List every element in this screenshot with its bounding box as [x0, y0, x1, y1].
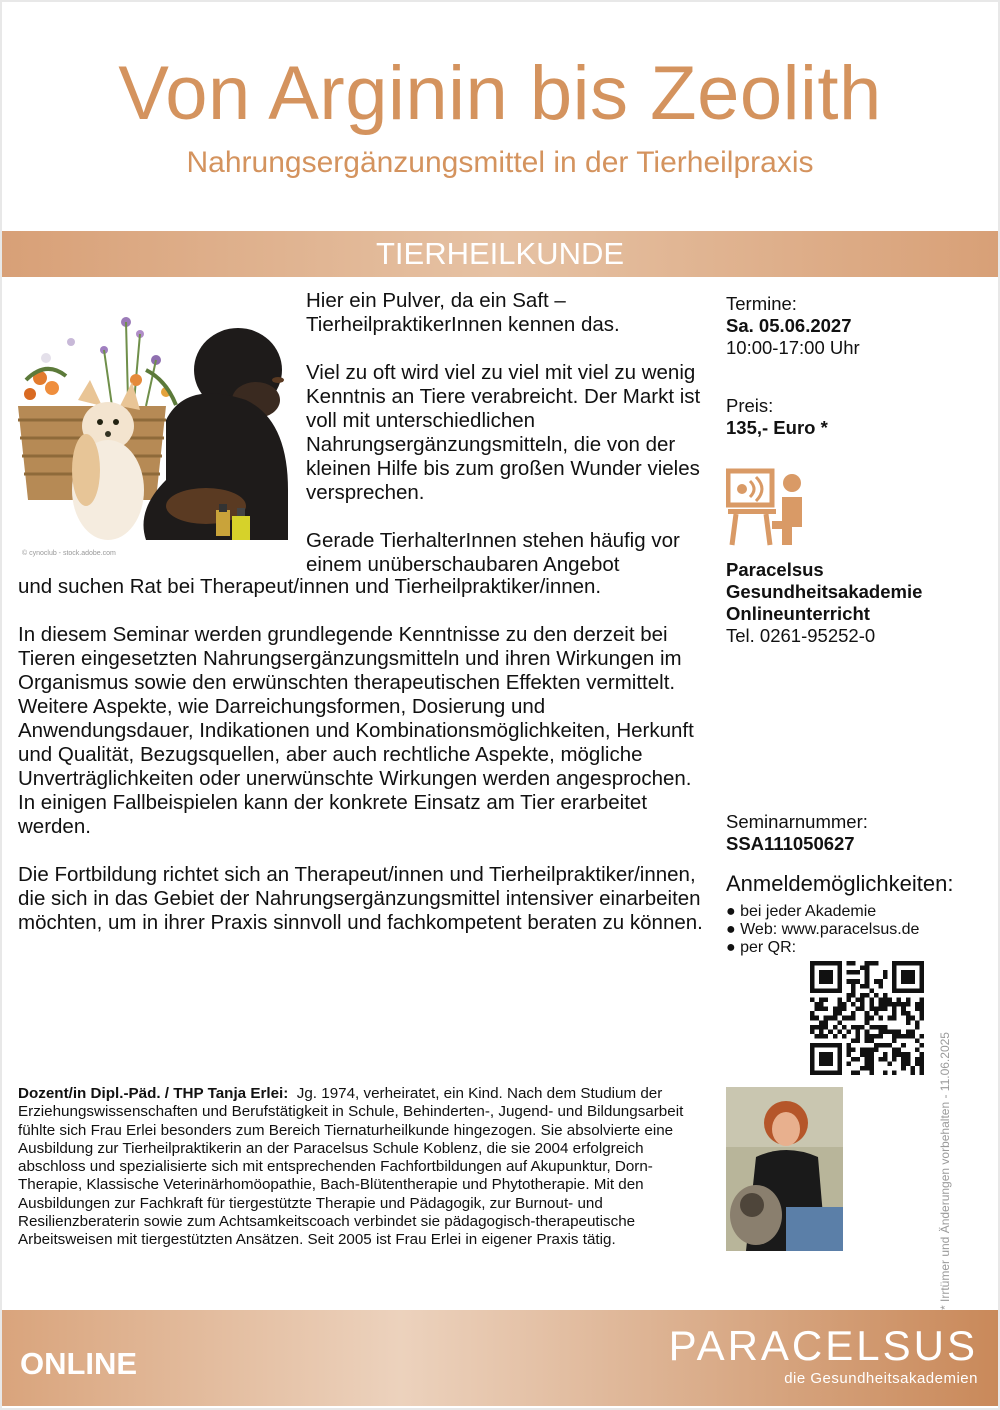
seminar-description: In diesem Seminar werden grundlegende Kenntnisse zu den derzeit bei Tieren eingesetzten Nahrungsergänzungsmitteln und ihren Wirkungen im Organismus sowie den erwünschten therapeutischen Effekten vermittelt. Weitere Aspekte, wie Darreichungsformen, Dosierung und Anwendungsdauer, Indikationen und Kombinationsmöglichkeiten, Herkunft und Qualität, Bezugsquellen, aber auch rechtliche Aspekte, mögliche Unverträglichkeiten oder unerwünschte Wirkungen werden angesprochen. In einigen Fallbeispielen kann der konkrete Einsatz am Tier erarbeitet werden.: [18, 623, 694, 838]
register-option-web[interactable]: ● Web: www.paracelsus.de: [726, 921, 986, 939]
preis-label: Preis:: [726, 395, 774, 416]
photo-credit: © cynoclub - stock.adobe.com: [22, 550, 116, 557]
teacher-bio-text: Jg. 1974, verheiratet, ein Kind. Nach dem Studium der Erziehungswissenschaften und Berufstätigkeit in Schule, Behinderten-, Jugend- und Bildungsarbeit fühlte sich Frau Erlei besonders zum Bereich Tiernaturheilkunde hingezogen. Sie absolvierte eine Ausbildung zur Tierheilpraktikerin an der Paracelsus Schule Koblenz, die sie 2004 erfolgreich abschloss und spezialisierte sich mit entsprechenden Fachfortbildungen auf Akupunktur, Dorn-Therapie, Klassische Veterinärhomöopathie, Bach-Blütentherapie und Phytotherapie. Mit den Ausbildungen zur Fachkraft für tiergestützte Therapie und Pädagogik, zur Burnout- und Resilienzberaterin sowie zum Achtsamkeitscoach verbindet sie pädagogisch-therapeutische Arbeitsweisen mit tiergestützten Ansätzen. Seit 2005 ist Frau Erlei in eigener Praxis tätig.: [18, 1085, 684, 1249]
intro-text: [306, 289, 706, 577]
dogs-illustration: [16, 310, 290, 560]
brand-tagline: die Gesundheitsakademien: [784, 1370, 978, 1387]
academy-phone: Tel. 0261-95252-0: [726, 625, 876, 646]
seminar-price: 135,- Euro *: [726, 417, 828, 438]
register-options: [726, 903, 986, 957]
dogs-photo: [16, 310, 290, 560]
category-band: TIERHEILKUNDE: [2, 231, 998, 277]
intro-paragraph-2: Viel zu oft wird viel zu viel mit viel zu wenig Kenntnis an Tiere verabreicht. Der Markt ist voll mit unterschiedlichen Nahrungsergänzungsmitteln, die von der kleinen Hilfe bis zum großen Wunder vieles versprechen.: [306, 361, 701, 504]
academy-block: [726, 559, 986, 647]
online-teaching-icon: [726, 467, 808, 549]
academy-name-line2: Gesundheitsakademie: [726, 581, 923, 602]
seminar-date: Sa. 05.06.2027: [726, 315, 852, 336]
footer-band: [2, 1310, 998, 1406]
intro-text-continued: [18, 575, 708, 959]
registration-qr-code[interactable]: [810, 961, 924, 1075]
intro-paragraph-3-end: und suchen Rat bei Therapeut/innen und Tierheilpraktiker/innen.: [18, 575, 602, 598]
target-audience: Die Fortbildung richtet sich an Therapeut/innen und Tierheilpraktiker/innen, die sich in das Gebiet der Nahrungsergänzungsmittel intensiver einarbeiten möchten, um in ihrer Praxis sinnvoll und fachkompetent beraten zu können.: [18, 863, 703, 934]
seminar-number-label: Seminarnummer:: [726, 811, 868, 832]
teacher-bio: [18, 1085, 708, 1250]
academy-name-line1: Paracelsus: [726, 559, 824, 580]
intro-paragraph-3-start: Gerade TierhalterInnen stehen häufig vor einem unüberschaubaren Angebot: [306, 529, 680, 576]
brand-logo: PARACELSUS: [668, 1322, 978, 1369]
teacher-label: Dozent/in Dipl.-Päd. / THP Tanja Erlei:: [18, 1085, 289, 1102]
price-block: [726, 395, 986, 439]
seminar-number: SSA111050627: [726, 833, 855, 854]
page-title: Von Arginin bis Zeolith: [118, 51, 882, 136]
seminar-number-block: [726, 811, 986, 855]
disclaimer-text: * Irrtümer und Änderungen vorbehalten - 11.06.2025: [938, 1032, 952, 1310]
schedule-block: [726, 293, 986, 359]
teacher-photo: [726, 1087, 843, 1251]
intro-paragraph-1: Hier ein Pulver, da ein Saft – TierheilpraktikerInnen kennen das.: [306, 289, 620, 336]
qr-code-graphic: [810, 961, 924, 1075]
register-option-academy: ● bei jeder Akademie: [726, 903, 986, 921]
termine-label: Termine:: [726, 293, 797, 314]
online-label: ONLINE: [20, 1346, 138, 1381]
register-heading: Anmeldemöglichkeiten:: [726, 871, 954, 896]
seminar-time: 10:00-17:00 Uhr: [726, 337, 860, 358]
register-option-qr: ● per QR:: [726, 939, 986, 957]
page-subtitle: Nahrungsergänzungsmittel in der Tierheilpraxis: [186, 146, 814, 179]
academy-name-line3: Onlineunterricht: [726, 603, 870, 624]
